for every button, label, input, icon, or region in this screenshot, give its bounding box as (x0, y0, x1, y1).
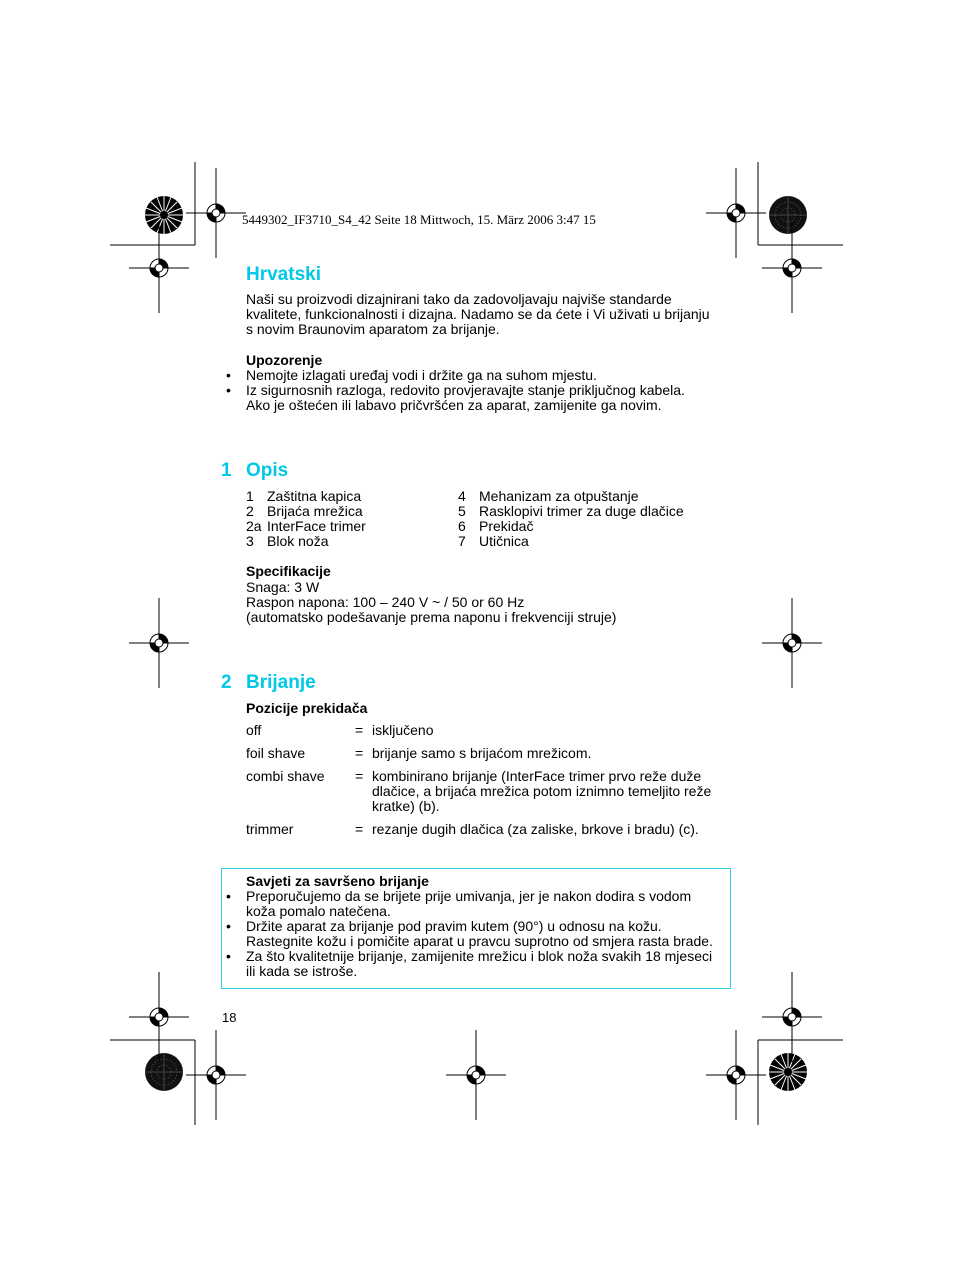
intro-paragraph: Naši su proizvodi dizajnirani tako da zadovoljavaju najviše standarde kvalitete, funkcionalnosti i dizajna. Nadamo se da ćete i Vi uživati u brijanju s novim Braunovim aparatom za brijanje. (246, 291, 710, 337)
parts-list-left (246, 488, 366, 549)
tips-list (226, 888, 713, 979)
print-header: 5449302_IF3710_S4_42 Seite 18 Mittwoch, 15. März 2006 3:47 15 (242, 212, 596, 227)
list-item: 1 Zaštitna kapica (246, 488, 362, 504)
list-item: • Nemojte izlagati uređaj vodi i držite ga na suhom mjestu. (226, 367, 597, 383)
section-2-title: Brijanje (246, 672, 316, 693)
switch-positions-title: Pozicije prekidača (246, 700, 368, 716)
position-foil-shave: foil shave = brijanje samo s brijaćom mrežicom. (246, 745, 592, 761)
list-item: • Za što kvalitetnije brijanje, zamijenite mrežicu i blok noža svakih 18 mjeseci ili kada se istroše. (226, 948, 713, 979)
parts-list-right (458, 488, 684, 549)
list-item: • Preporučujemo da se brijete prije umivanja, jer je nakon dodira s vodom koža pomalo natečena. (226, 888, 692, 919)
specifications-title: Specifikacije (246, 563, 331, 579)
position-combi-shave: combi shave = kombinirano brijanje (InterFace trimer prvo reže duže dlačice, a brijaća mrežica potom iznimno temeljito reže kratke) (b). (246, 768, 712, 814)
list-item: • Držite aparat za brijanje pod pravim kutem (90°) u odnosu na kožu. Rastegnite kožu i pomičite aparat u pravcu suprotno od smjera rasta brade. (226, 918, 713, 949)
section-2-number: 2 (221, 672, 232, 693)
list-item: 4 Mehanizam za otpuštanje (458, 488, 639, 504)
list-item: 7 Utičnica (458, 533, 529, 549)
list-item: 3 Blok noža (246, 533, 329, 549)
specifications-text: Snaga: 3 W Raspon napona: 100 – 240 V ~ / 50 or 60 Hz (automatsko podešavanje prema naponu i frekvenciji struje) (246, 579, 617, 625)
warning-title: Upozorenje (246, 352, 323, 368)
list-item: 2 Brijaća mrežica (246, 503, 363, 519)
list-item: • Iz sigurnosnih razloga, redovito provjeravajte stanje priključnog kabela. Ako je oštećen ili labavo pričvršćen za aparat, zamijenite ga novim. (226, 382, 685, 413)
list-item: 2a InterFace trimer (246, 518, 366, 534)
section-1-number: 1 (221, 460, 232, 481)
tips-title: Savjeti za savršeno brijanje (246, 873, 429, 889)
position-trimmer: trimmer = rezanje dugih dlačica (za zaliske, brkove i bradu) (c). (246, 821, 699, 837)
language-title: Hrvatski (246, 264, 321, 285)
list-item: 6 Prekidač (458, 518, 534, 534)
list-item: 5 Rasklopivi trimer za duge dlačice (458, 503, 684, 519)
warning-list (226, 367, 685, 413)
section-1-title: Opis (246, 460, 289, 481)
position-off: off = isključeno (246, 722, 434, 738)
page-number: 18 (222, 1010, 237, 1025)
